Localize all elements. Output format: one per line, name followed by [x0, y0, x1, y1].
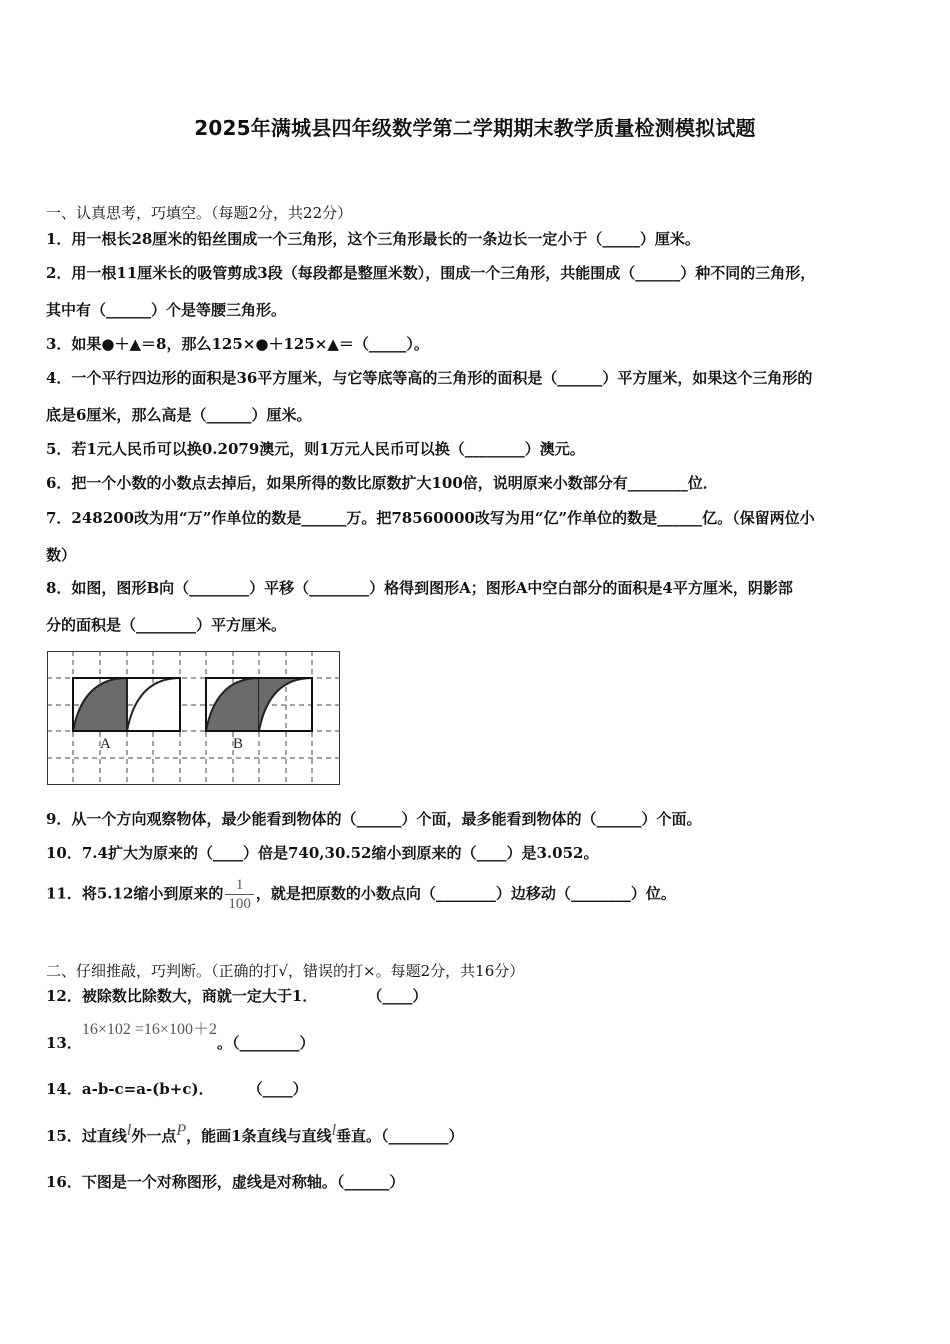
question-5: 5．若1元人民币可以换0.2079澳元，则1万元人民币可以换（________）澳元。: [46, 440, 585, 458]
question-2-line-2: 其中有（______）个是等腰三角形。: [46, 301, 287, 319]
question-7-line-1: 7．248200改为用“万”作单位的数是______万。把78560000改写为用“亿”作单位的数是______亿。（保留两位小: [46, 509, 815, 527]
question-13: [46, 1016, 916, 1052]
question-14-text: 14．a-b-c=a-(b+c)．: [46, 1080, 214, 1098]
fraction: [225, 876, 254, 913]
question-12-text: 12．被除数比除数大，商就一定大于1．: [46, 987, 318, 1005]
question-13-number: 13．: [46, 1034, 82, 1052]
question-16: 16．下图是一个对称图形，虚线是对称轴。（______）: [46, 1173, 405, 1191]
question-4-line-1: 4．一个平行四边形的面积是36平方厘米，与它等底等高的三角形的面积是（______）平方厘米，如果这个三角形的: [46, 369, 813, 387]
label-a: A: [100, 736, 111, 752]
question-12-blank: （____）: [367, 987, 428, 1005]
fraction-denominator: 100: [228, 896, 251, 912]
label-b: B: [233, 736, 244, 752]
question-7-line-2: 数）: [46, 546, 77, 564]
line-l-symbol: l: [126, 1122, 132, 1139]
question-4-line-2: 底是6厘米，那么高是（______）厘米。: [46, 406, 312, 424]
question-11-suffix: ，就是把原数的小数点向（________）边移动（________）位。: [255, 884, 676, 903]
line-l-symbol-2: l: [331, 1122, 337, 1139]
point-p-symbol: P: [176, 1122, 187, 1139]
question-10: 10．7.4扩大为原来的（____）倍是740,30.52缩小到原来的（____）是3.052。: [46, 844, 599, 862]
question-15-part-c: ，能画1条直线与直线: [186, 1127, 332, 1145]
fraction-numerator: 1: [225, 876, 254, 895]
section-1-heading: 一、认真思考，巧填空。（每题2分，共22分）: [46, 204, 353, 222]
question-8-line-2: 分的面积是（________）平方厘米。: [46, 616, 287, 634]
question-15-part-d: 垂直。（________）: [336, 1127, 464, 1145]
question-2-line-1: 2．用一根11厘米长的吸管剪成3段（每段都是整厘米数），围成一个三角形，共能围成（______）种不同的三角形，: [46, 264, 816, 282]
question-12: [46, 985, 916, 1006]
question-15-part-a: 15．过直线: [46, 1127, 127, 1145]
question-15-part-b: 外一点: [131, 1127, 177, 1145]
grid-figure: [47, 651, 340, 785]
question-9: 9．从一个方向观察物体，最少能看到物体的（______）个面，最多能看到物体的（______）个面。: [46, 810, 702, 828]
question-11-prefix: 11．将5.12缩小到原来的: [46, 884, 224, 903]
question-14: [46, 1078, 916, 1099]
question-15: [46, 1116, 916, 1151]
section-2-heading: 二、仔细推敲，巧判断。（正确的打√，错误的打×。每题2分，共16分）: [46, 962, 525, 980]
question-11: [46, 876, 916, 913]
question-6: 6．把一个小数的小数点去掉后，如果所得的数比原数扩大100倍，说明原来小数部分有________位．: [46, 474, 718, 492]
question-13-blank: 。（________）: [216, 1034, 315, 1052]
question-3: 3．如果●＋▲＝8，那么125×●＋125×▲＝（_____）。: [46, 335, 429, 353]
page-title: 2025年满城县四年级数学第二学期期末教学质量检测模拟试题: [194, 116, 756, 140]
question-14-blank: （____）: [247, 1080, 308, 1098]
question-1: 1．用一根长28厘米的铅丝围成一个三角形，这个三角形最长的一条边长一定小于（_____）厘米。: [46, 230, 700, 248]
question-13-expression: 16×102 =16×100＋2: [81, 1021, 217, 1038]
question-8-line-1: 8．如图，图形B向（________）平移（________）格得到图形A；图形A中空白部分的面积是4平方厘米，阴影部: [46, 579, 793, 597]
